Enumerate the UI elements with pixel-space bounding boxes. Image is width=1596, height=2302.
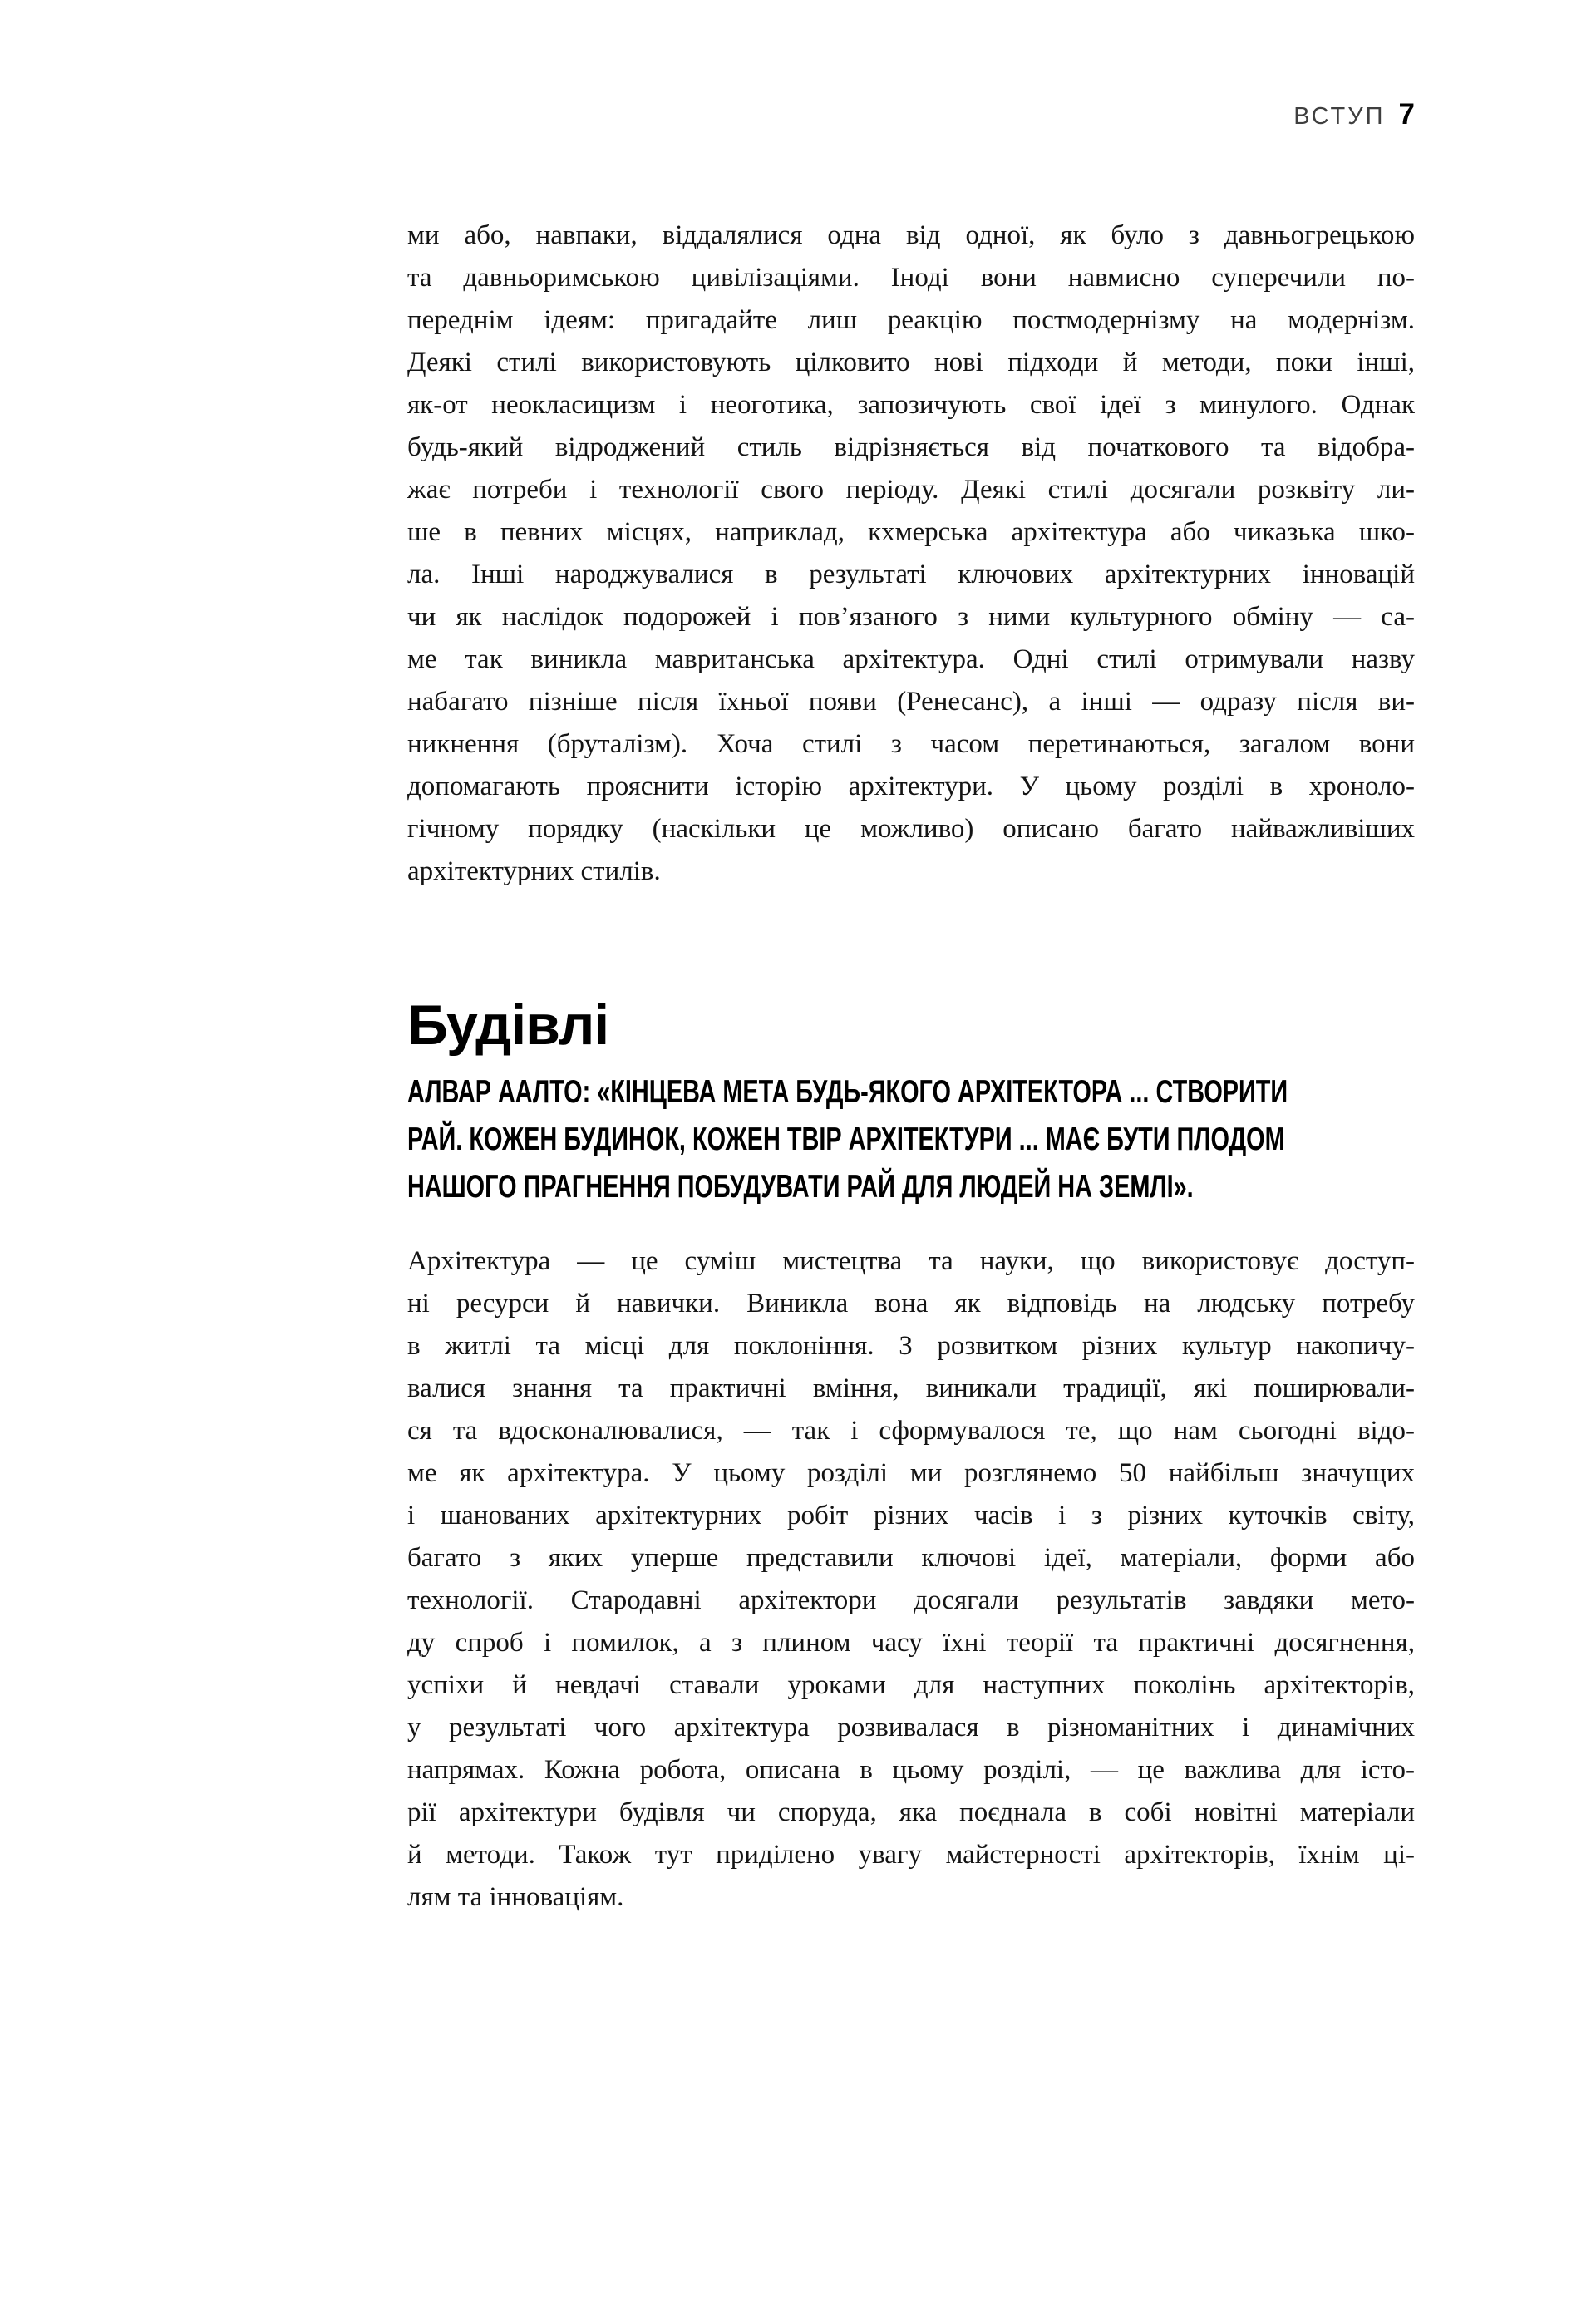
text-line: технології. Стародавні архітектори досягали результатів завдяки мето- bbox=[407, 1585, 1415, 1615]
text-line: у результаті чого архітектура розвивалася в різноманітних і динамічних bbox=[407, 1713, 1415, 1743]
intro-paragraph bbox=[407, 214, 1415, 893]
text-line: й методи. Також тут приділено увагу майстерності архітекторів, їхнім ці- bbox=[407, 1840, 1415, 1870]
text-line: ше в певних місцях, наприклад, кхмерська архітектура або чиказька шко- bbox=[407, 517, 1415, 547]
text-line: гічному порядку (наскільки це можливо) описано багато найважливіших bbox=[407, 814, 1415, 844]
text-line: будь-який відроджений стиль відрізняється від початкового та відобра- bbox=[407, 432, 1415, 462]
page-number: 7 bbox=[1398, 98, 1415, 131]
text-line: АЛВАР ААЛТО: «КІНЦЕВА МЕТА БУДЬ-ЯКОГО АРХІТЕКТОРА ... СТВОРИТИ bbox=[407, 1074, 1288, 1110]
text-line: никнення (бруталізм). Хоча стилі з часом перетинаються, загалом вони bbox=[407, 729, 1415, 759]
text-line: ме так виникла мавританська архітектура. Одні стилі отримували назву bbox=[407, 644, 1415, 674]
text-line: допомагають прояснити історію архітектури. У цьому розділі в хроноло- bbox=[407, 771, 1415, 801]
text-line: ні ресурси й навички. Виникла вона як відповідь на людську потребу bbox=[407, 1289, 1415, 1319]
section-heading: Будівлі bbox=[407, 993, 609, 1057]
text-line: Деякі стилі використовують цілковито нові підходи й методи, поки інші, bbox=[407, 348, 1415, 377]
text-line: ме як архітектура. У цьому розділі ми розглянемо 50 найбільш значущих bbox=[407, 1458, 1415, 1488]
body-paragraph bbox=[407, 1240, 1415, 1919]
text-line: жає потреби і технології свого періоду. Деякі стилі досягали розквіту ли- bbox=[407, 475, 1415, 505]
text-line: НАШОГО ПРАГНЕННЯ ПОБУДУВАТИ РАЙ ДЛЯ ЛЮДЕЙ НА ЗЕМЛІ». bbox=[407, 1169, 1194, 1205]
epigraph-quote bbox=[407, 1068, 1288, 1210]
text-line: Архітектура — це суміш мистецтва та науки, що використовує доступ- bbox=[407, 1246, 1415, 1276]
text-line: ла. Інші народжувалися в результаті ключових архітектурних інновацій bbox=[407, 559, 1415, 589]
running-header bbox=[407, 98, 1415, 131]
text-line: рії архітектури будівля чи споруда, яка поєднала в собі новітні матеріали bbox=[407, 1797, 1415, 1827]
text-line: і шанованих архітектурних робіт різних часів і з різних куточків світу, bbox=[407, 1501, 1415, 1531]
running-header-section-label: ВСТУП bbox=[1293, 103, 1386, 130]
text-line: архітектурних стилів. bbox=[407, 856, 661, 886]
text-line: переднім ідеям: пригадайте лиш реакцію постмодернізму на модернізм. bbox=[407, 305, 1415, 335]
text-line: як-от неокласицизм і неоготика, запозичують свої ідеї з минулого. Однак bbox=[407, 390, 1415, 420]
text-line: РАЙ. КОЖЕН БУДИНОК, КОЖЕН ТВІР АРХІТЕКТУРИ ... МАЄ БУТИ ПЛОДОМ bbox=[407, 1121, 1285, 1157]
text-line: ми або, навпаки, віддалялися одна від одної, як було з давньогрецькою bbox=[407, 220, 1415, 250]
text-line: набагато пізніше після їхньої появи (Ренесанс), а інші — одразу після ви- bbox=[407, 687, 1415, 717]
text-line: успіхи й невдачі ставали уроками для наступних поколінь архітекторів, bbox=[407, 1670, 1415, 1700]
text-line: ся та вдосконалювалися, — так і сформувалося те, що нам сьогодні відо- bbox=[407, 1416, 1415, 1446]
text-line: чи як наслідок подорожей і пов’язаного з ними культурного обміну — са- bbox=[407, 602, 1415, 632]
text-line: лям та інноваціям. bbox=[407, 1882, 624, 1912]
text-line: в житлі та місці для поклоніння. З розвитком різних культур накопичу- bbox=[407, 1331, 1415, 1361]
text-line: напрямах. Кожна робота, описана в цьому розділі, — це важлива для істо- bbox=[407, 1755, 1415, 1785]
text-line: та давньоримською цивілізаціями. Іноді вони навмисно суперечили по- bbox=[407, 263, 1415, 293]
text-line: валися знання та практичні вміння, виникали традиції, які поширювали- bbox=[407, 1373, 1415, 1403]
text-line: багато з яких уперше представили ключові ідеї, матеріали, форми або bbox=[407, 1543, 1415, 1573]
text-line: ду спроб і помилок, а з плином часу їхні теорії та практичні досягнення, bbox=[407, 1628, 1415, 1658]
